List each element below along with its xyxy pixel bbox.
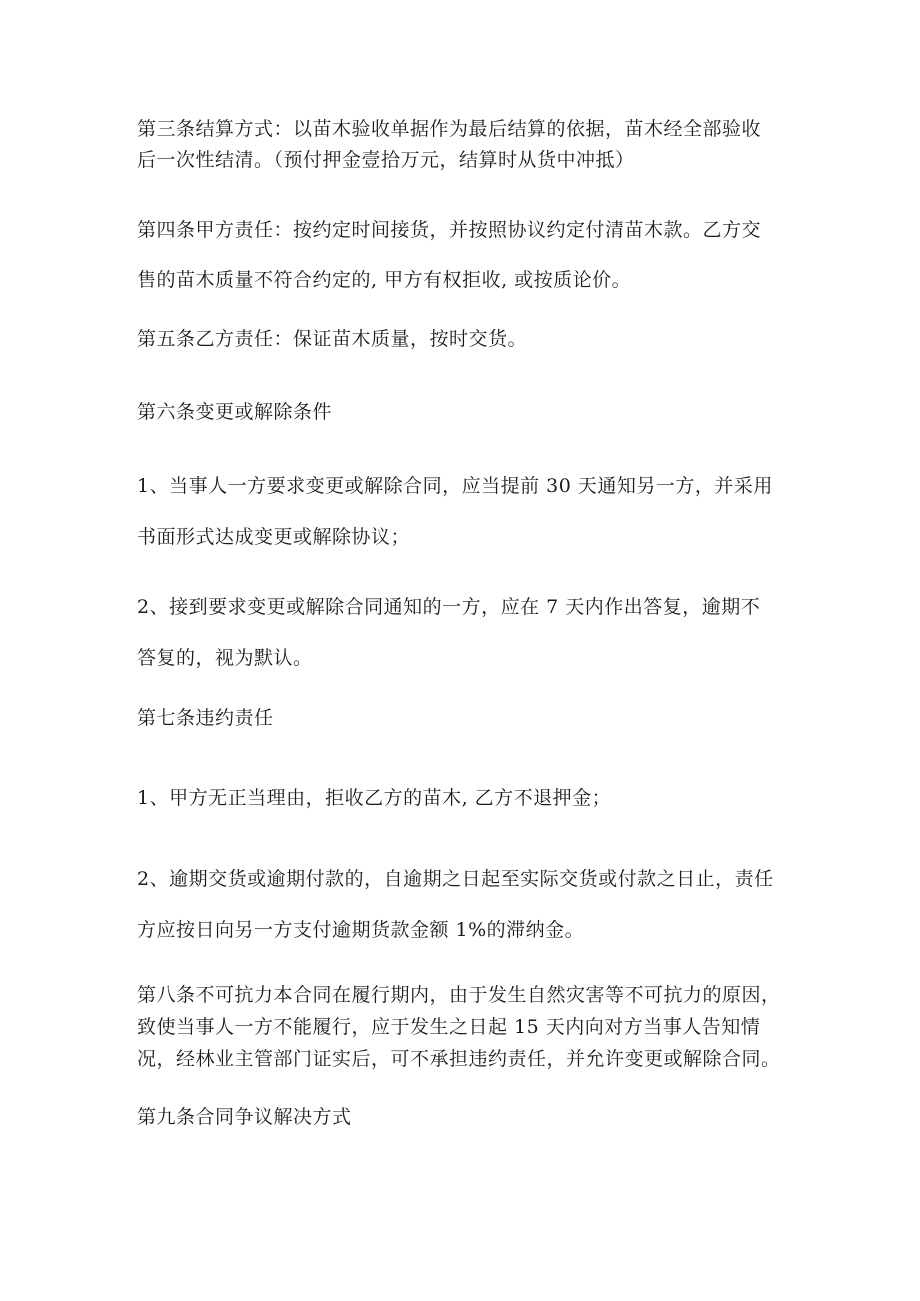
text-line: 第四条甲方责任：按约定时间接货，并按照协议约定付清苗木款。乙方交 — [137, 219, 762, 241]
text-line: 答复的，视为默认。 — [137, 647, 313, 669]
article-4-party-a-duties — [137, 205, 797, 305]
text-line: 致使当事人一方不能履行，应于发生之日起 15 天内向对方当事人告知情 — [137, 1016, 761, 1038]
text-line: 况，经林业主管部门证实后，可不承担违约责任，并允许变更或解除合同。 — [137, 1048, 781, 1070]
article-7-item-1 — [137, 783, 797, 814]
article-6-heading — [137, 397, 797, 428]
text-line: 后一次性结清。（预付押金壹拾万元，结算时从货中冲抵） — [137, 149, 635, 171]
article-7-item-2 — [137, 854, 797, 956]
text-line: 第五条乙方责任：保证苗木质量，按时交货。 — [137, 328, 528, 350]
article-6-item-2 — [137, 582, 797, 684]
text-line: 第八条不可抗力本合同在履行期内，由于发生自然灾害等不可抗力的原因， — [137, 984, 781, 1006]
text-line: 1、当事人一方要求变更或解除合同，应当提前 30 天通知另一方，并采用 — [137, 475, 773, 497]
article-3-settlement — [137, 114, 797, 176]
article-8-force-majeure — [137, 979, 797, 1075]
text-line: 第三条结算方式：以苗木验收单据作为最后结算的依据，苗木经全部验收 — [137, 118, 762, 140]
article-5-party-b-duties — [137, 324, 797, 355]
text-line: 第九条合同争议解决方式 — [137, 1106, 352, 1128]
text-line: 第六条变更或解除条件 — [137, 401, 333, 423]
text-line: 售的苗木质量不符合约定的, 甲方有权拒收, 或按质论价。 — [137, 269, 632, 291]
text-line: 2、接到要求变更或解除合同通知的一方，应在 7 天内作出答复，逾期不 — [137, 596, 761, 618]
article-6-item-1 — [137, 461, 797, 563]
text-line: 第七条违约责任 — [137, 707, 274, 729]
text-line: 书面形式达成变更或解除协议； — [137, 526, 411, 548]
article-9-heading — [137, 1102, 797, 1133]
text-line: 2、逾期交货或逾期付款的，自逾期之日起至实际交货或付款之日止，责任 — [137, 868, 774, 890]
text-line: 1、甲方无正当理由，拒收乙方的苗木, 乙方不退押金； — [137, 787, 612, 809]
article-7-heading — [137, 703, 797, 734]
text-line: 方应按日向另一方支付逾期货款金额 1%的滞纳金。 — [137, 919, 585, 941]
